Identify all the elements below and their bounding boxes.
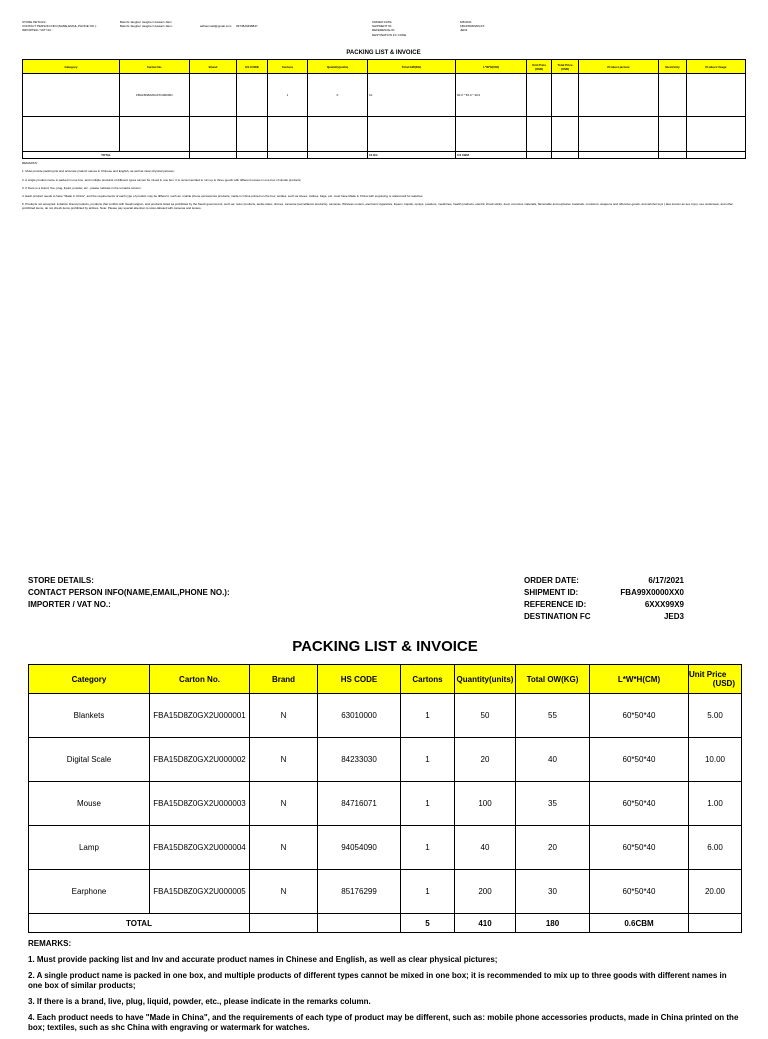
cell-quantity: 50 <box>455 694 516 738</box>
table-row <box>29 694 742 738</box>
col-header-cartons: Cartons <box>401 665 455 694</box>
preview-remark: 4. Each product needs to have "Made in China", and the requirements of each type of product may be different, such as: mobile phone accessories products, made in China printed on the box; textiles, such as shoes, clothes, bags, etc. must have Made in China with engraving or watermark for watches. <box>22 194 424 199</box>
preview-cell <box>552 152 579 159</box>
remark-item: 2. A single product name is packed in one box, and multiple products of different types cannot be mixed in one box; it is recommended to mix up to three goods with different names in one box of similar products; <box>28 971 727 990</box>
preview-cell: 0 <box>308 74 368 117</box>
preview-col-header: Total Price (USD) <box>552 60 579 74</box>
cell-dimensions: 60*50*40 <box>590 782 689 826</box>
cell-unit-price: 6.00 <box>689 826 742 870</box>
preview-cell: FBA15D8Z20GXXU000001 <box>120 74 190 117</box>
total-volume: 0.6CBM <box>590 914 689 933</box>
preview-contact-value: Bairuhi Jaugher Jaugher Hussain Jiam... <box>120 24 175 29</box>
preview-col-header: Total GW(KG) <box>368 60 456 74</box>
preview-email: adhammail@gmail.com <box>200 24 232 29</box>
preview-cell <box>659 152 687 159</box>
preview-total-weight: 10 KG <box>368 152 456 159</box>
unit-price-currency: (USD) <box>712 679 735 688</box>
total-row <box>29 914 742 933</box>
packing-table <box>28 664 742 933</box>
main-document <box>28 576 742 1039</box>
remark-item: 4. Each product needs to have "Made in China", and the requirements of each type of product may be different, such as: mobile phone accessories products, made in China printed on the box; textiles, such as shc China with engraving or watermark for watches. <box>28 1013 739 1032</box>
preview-total-row <box>23 152 746 159</box>
preview-table <box>22 59 746 159</box>
remarks-heading: REMARKS: <box>28 939 72 948</box>
cell-total-ow: 40 <box>516 738 590 782</box>
cell-quantity: 20 <box>455 738 516 782</box>
cell-hs-code: 84716071 <box>318 782 401 826</box>
col-header-brand: Brand <box>250 665 318 694</box>
preview-header-labels <box>22 20 97 33</box>
preview-shipment-value: FBA15D8Z20GXX <box>460 24 485 29</box>
preview-order-date-label: ORDER DATE: <box>372 20 393 24</box>
destination-fc-value: JED3 <box>663 612 684 621</box>
reference-id-value: 6XXX99X9 <box>644 600 684 609</box>
preview-remarks <box>22 161 745 210</box>
preview-col-header: Carton No. <box>120 60 190 74</box>
order-date-value: 6/17/2021 <box>648 576 684 585</box>
remarks-section <box>28 939 742 1033</box>
preview-row <box>23 117 746 152</box>
preview-cell <box>23 74 120 117</box>
cell-quantity: 40 <box>455 826 516 870</box>
preview-cell <box>368 117 456 152</box>
preview-cell <box>237 117 268 152</box>
shipment-id-label: SHIPMENT ID: <box>524 588 579 597</box>
table-header-row <box>29 665 742 694</box>
cell-quantity: 200 <box>455 870 516 914</box>
table-row <box>29 782 742 826</box>
contact-person-label: CONTACT PERSON INFO(NAME,EMAIL,PHONE NO.): <box>28 588 230 597</box>
preview-cell <box>527 117 552 152</box>
preview-cell <box>659 117 687 152</box>
cell-unit-price: 5.00 <box>689 694 742 738</box>
preview-cell <box>687 74 746 117</box>
preview-col-header: Cartons <box>268 60 308 74</box>
preview-total-label: TOTAL <box>23 152 190 159</box>
preview-right-values <box>460 20 485 33</box>
cell-carton-no: FBA15D8Z0GX2U000003 <box>150 782 250 826</box>
store-details-label: STORE DETAILS: <box>28 576 94 585</box>
preview-cell <box>552 74 579 117</box>
col-header-total-ow: Total OW(KG) <box>516 665 590 694</box>
cell-carton-no: FBA15D8Z0GX2U000004 <box>150 826 250 870</box>
cell-total-ow: 35 <box>516 782 590 826</box>
cell-cartons: 1 <box>401 782 455 826</box>
preview-contact-label: CONTACT PERSON INFO(NAME,EMAIL,PHONE NO.): <box>22 24 97 29</box>
preview-cell <box>687 152 746 159</box>
preview-cell <box>190 152 237 159</box>
cell-carton-no: FBA15D8Z0GX2U000001 <box>150 694 250 738</box>
preview-cell <box>579 74 659 117</box>
preview-cell <box>456 117 527 152</box>
preview-remark: REMARKS: <box>22 161 38 166</box>
preview-remark: 2. A single product name is packed in one box, and multiple products of different types cannot be mixed in one box; it is recommended to mix up to three goods with different names in one box of similar products; <box>22 177 302 182</box>
reference-id-label: REFERENCE ID: <box>524 600 587 609</box>
total-ow: 180 <box>516 914 590 933</box>
preview-phone: 0974820498847 <box>236 24 258 29</box>
cell-category: Lamp <box>29 826 150 870</box>
preview-col-header: Category <box>23 60 120 74</box>
cell-cartons: 1 <box>401 870 455 914</box>
preview-col-header: Product Usage <box>687 60 746 74</box>
preview-store-label: STORE DETAILS: <box>22 20 47 24</box>
importer-label: IMPORTER / VAT NO.: <box>28 600 111 609</box>
preview-col-header: Quantity(units) <box>308 60 368 74</box>
preview-cell <box>237 152 268 159</box>
total-unit-cell <box>689 914 742 933</box>
cell-unit-price: 1.00 <box>689 782 742 826</box>
preview-reference-label: REFERENCE ID: <box>372 28 396 33</box>
total-label: TOTAL <box>29 914 250 933</box>
cell-dimensions: 60*50*40 <box>590 694 689 738</box>
cell-cartons: 1 <box>401 694 455 738</box>
preview-remark: 5. Products not accepted: imitation brand products, products that conflict with Saudi religion, and products listed as prohibited by the Saudi government, such as: razor products, audio-video, drones, cameras (surveillance products), cameras, Wireless routers, electronic cigarettes, liquors, liquids, sprays, powders, medicines, health products, electric shock sticks, food, corrosive materials, flammable and explosive materials, munitions, weapons and offensive goods, and alcohol toys ( also known as sex toys), sex underwear, and other prohibited items, do not check items prohibited by airlines. Note: Please pay special attention to store-labeled with cameras and lenses. <box>22 202 734 211</box>
cell-hs-code: 84233030 <box>318 738 401 782</box>
col-header-quantity: Quantity(units) <box>455 665 516 694</box>
table-row <box>29 738 742 782</box>
cell-cartons: 1 <box>401 826 455 870</box>
cell-brand: N <box>250 782 318 826</box>
cell-category: Digital Scale <box>29 738 150 782</box>
cell-carton-no: FBA15D8Z0GX2U000005 <box>150 870 250 914</box>
col-header-hs-code: HS CODE <box>318 665 401 694</box>
preview-destination-value: JED3 <box>460 28 468 33</box>
col-header-category: Category <box>29 665 150 694</box>
cell-hs-code: 85176299 <box>318 870 401 914</box>
preview-store-value: Bairuhi Jaugher Jaugher Hussain Jiam <box>120 20 172 24</box>
preview-cell <box>190 74 237 117</box>
preview-shipment-label: SHIPMENT ID: <box>372 24 393 29</box>
cell-unit-price: 10.00 <box>689 738 742 782</box>
destination-fc-label: DESTINATION FC <box>524 612 591 621</box>
preview-cell <box>268 117 308 152</box>
cell-dimensions: 60*50*40 <box>590 870 689 914</box>
cell-total-ow: 30 <box>516 870 590 914</box>
preview-col-header: Unit Price (USD) <box>527 60 552 74</box>
preview-remark: 3. If there is a brand, live, plug, liquid, powder, etc., please indicate in the remarks column. <box>22 185 142 190</box>
preview-cell: 60.0 * 50.0 * 40.0 <box>456 74 527 117</box>
preview-cell: 1 <box>268 74 308 117</box>
preview-cell <box>23 117 120 152</box>
total-quantity: 410 <box>455 914 516 933</box>
preview-col-header: Product picture <box>579 60 659 74</box>
preview-header <box>22 20 745 42</box>
preview-cell <box>308 152 368 159</box>
preview-cell <box>687 117 746 152</box>
preview-page <box>22 20 745 215</box>
preview-remark: 1. Must provide packing list and accurate product names in Chinese and English, as well as clear physical pictures; <box>22 169 175 174</box>
preview-destination-label: DESTINATION FC CODE <box>372 32 407 37</box>
preview-col-header: Brand <box>190 60 237 74</box>
total-cartons: 5 <box>401 914 455 933</box>
cell-dimensions: 60*50*40 <box>590 826 689 870</box>
preview-cell: 10 <box>368 74 456 117</box>
shipment-id-value: FBA99X0000XX0 <box>620 588 684 597</box>
preview-cell <box>308 117 368 152</box>
cell-category: Blankets <box>29 694 150 738</box>
preview-header-row <box>23 60 746 74</box>
col-header-dimensions: L*W*H(CM) <box>590 665 689 694</box>
preview-cell <box>527 152 552 159</box>
col-header-carton-no: Carton No. <box>150 665 250 694</box>
total-hs-cell <box>318 914 401 933</box>
remark-item: 3. If there is a brand, live, plug, liquid, powder, etc., please indicate in the remarks column. <box>28 997 371 1006</box>
shipment-info <box>28 576 742 624</box>
cell-total-ow: 55 <box>516 694 590 738</box>
preview-importer-label: IMPORTER / VAT NO.: <box>22 28 53 33</box>
remark-item: 1. Must provide packing list and Inv and accurate product names in Chinese and English, as well as clear physical pictures; <box>28 955 498 964</box>
preview-cell <box>579 117 659 152</box>
cell-category: Mouse <box>29 782 150 826</box>
preview-cell <box>659 74 687 117</box>
preview-header-names <box>120 20 174 28</box>
cell-brand: N <box>250 738 318 782</box>
order-date-label: ORDER DATE: <box>524 576 579 585</box>
cell-quantity: 100 <box>455 782 516 826</box>
cell-brand: N <box>250 870 318 914</box>
cell-dimensions: 60*50*40 <box>590 738 689 782</box>
preview-cell <box>552 117 579 152</box>
table-row <box>29 870 742 914</box>
cell-total-ow: 20 <box>516 826 590 870</box>
preview-cell <box>268 152 308 159</box>
preview-cell <box>237 74 268 117</box>
table-row <box>29 826 742 870</box>
preview-cell <box>120 117 190 152</box>
cell-cartons: 1 <box>401 738 455 782</box>
preview-cell <box>190 117 237 152</box>
preview-col-header: Electricity <box>659 60 687 74</box>
preview-total-volume: 0.6 CBM <box>456 152 527 159</box>
page-title: PACKING LIST & INVOICE <box>292 638 478 655</box>
cell-brand: N <box>250 826 318 870</box>
cell-category: Earphone <box>29 870 150 914</box>
cell-brand: N <box>250 694 318 738</box>
cell-unit-price: 20.00 <box>689 870 742 914</box>
preview-title: PACKING LIST & INVOICE <box>346 50 421 56</box>
preview-right-labels <box>372 20 406 37</box>
preview-col-header: HS CODE <box>237 60 268 74</box>
preview-col-header: L*W*H(CM) <box>456 60 527 74</box>
total-brand-cell <box>250 914 318 933</box>
preview-cell <box>527 74 552 117</box>
preview-row <box>23 74 746 117</box>
cell-hs-code: 94054090 <box>318 826 401 870</box>
cell-hs-code: 63010000 <box>318 694 401 738</box>
preview-cell <box>579 152 659 159</box>
cell-carton-no: FBA15D8Z0GX2U000002 <box>150 738 250 782</box>
preview-order-date-value: 6/8/2021 <box>460 20 472 24</box>
unit-price-label: Unit Price <box>689 670 727 679</box>
col-header-unit-price <box>689 665 742 694</box>
